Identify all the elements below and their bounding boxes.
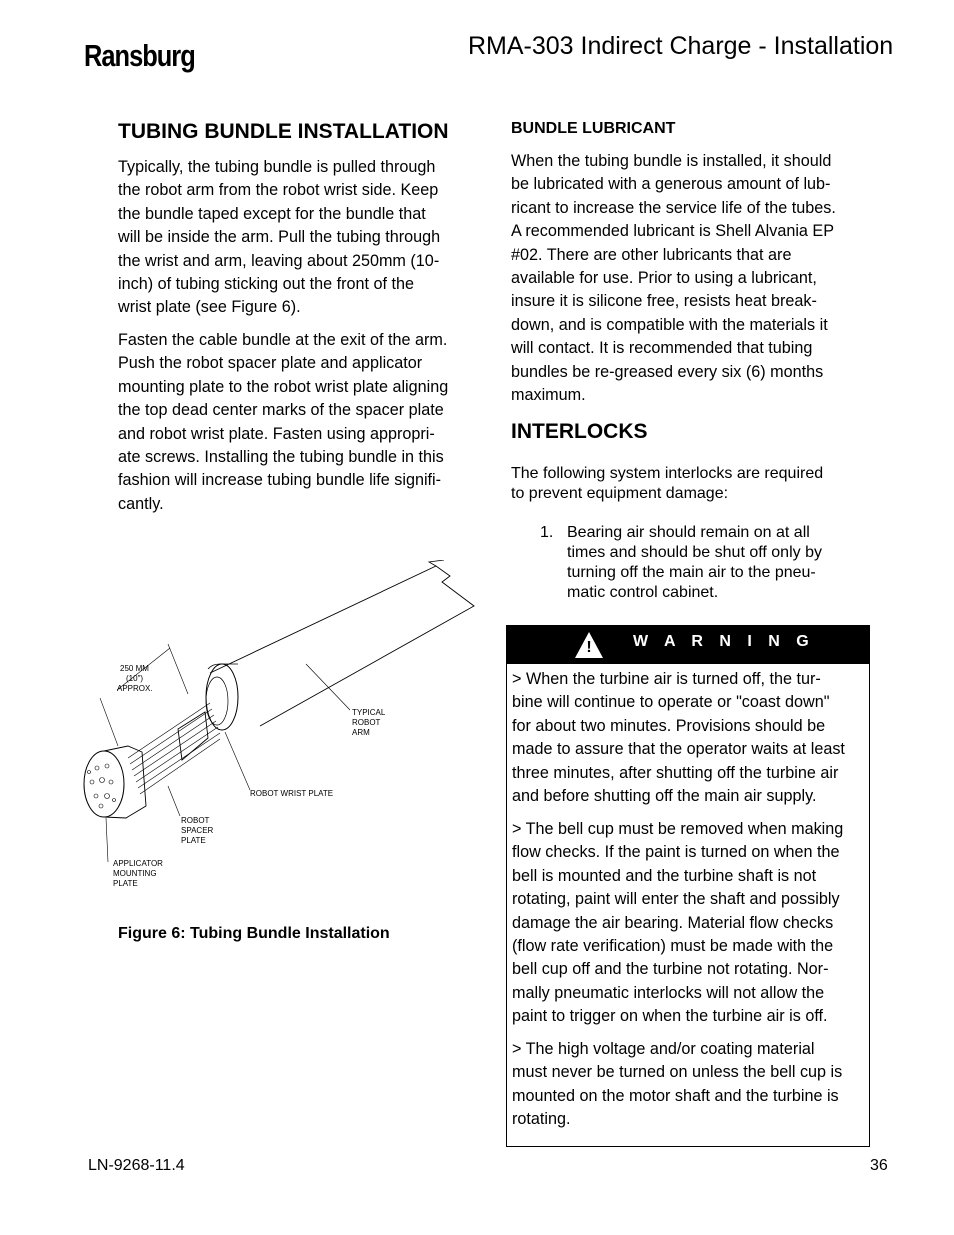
text-line: will be inside the arm. Pull the tubing through xyxy=(118,228,441,247)
label-spacer-2: SPACER xyxy=(181,826,214,835)
dim-line-left xyxy=(100,698,118,746)
text-line: fashion will increase tubing bundle life signifi- xyxy=(118,471,442,490)
label-wrist: ROBOT WRIST PLATE xyxy=(250,789,334,798)
text-line: bell is mounted and the turbine shaft is not xyxy=(512,866,817,885)
label-spacer-3: PLATE xyxy=(181,836,206,845)
text-line: mounted on the motor shaft and the turbine is xyxy=(512,1086,839,1105)
label-dim-2: (10") xyxy=(126,674,144,683)
text-line: Typically, the tubing bundle is pulled through xyxy=(118,158,436,176)
text-line: the wrist and arm, leaving about 250mm (10- xyxy=(118,251,440,270)
warning-header-bar xyxy=(507,626,869,664)
text-line: ate screws. Installing the tubing bundle in this xyxy=(118,448,444,467)
text-line: rotating. xyxy=(512,1110,571,1129)
text-line: rotating, paint will enter the shaft and possibly xyxy=(512,890,840,909)
text-line: made to assure that the operator waits at least xyxy=(512,740,845,759)
text-line: and before shutting off the main air supply. xyxy=(512,787,817,806)
text-line: Fasten the cable bundle at the exit of the arm. xyxy=(118,331,448,349)
text-line: the top dead center marks of the spacer plate xyxy=(118,401,444,420)
label-dim-1: 250 MM xyxy=(120,664,149,673)
exclamation-icon: ! xyxy=(586,639,592,656)
text-line: Push the robot spacer plate and applicator xyxy=(118,354,423,373)
warning-para-1 xyxy=(512,668,868,808)
text-line: insure it is silicone free, resists heat break- xyxy=(511,292,817,311)
logo: Ransburg xyxy=(84,38,195,73)
text-line: bell cup off and the turbine not rotating. Nor- xyxy=(512,960,829,979)
text-line: A recommended lubricant is Shell Alvania EP xyxy=(511,222,835,241)
header-title: RMA-303 Indirect Charge - Installation xyxy=(468,32,894,60)
lubricant-para xyxy=(511,150,871,407)
text-line: wrist plate (see Figure 6). xyxy=(118,298,301,317)
label-mount-3: PLATE xyxy=(113,879,138,888)
text-line: be lubricated with a generous amount of lub- xyxy=(511,175,831,194)
dim-line-right xyxy=(168,644,188,694)
text-line: the bundle taped except for the bundle that xyxy=(118,204,426,223)
list-item xyxy=(540,523,860,603)
text-line: > When the turbine air is turned off, the tur- xyxy=(512,670,821,688)
text-line: damage the air bearing. Material flow checks xyxy=(512,913,834,932)
label-arm-1: TYPICAL xyxy=(352,708,386,717)
text-line: Bearing air should remain on at all xyxy=(567,524,810,541)
text-line: > The bell cup must be removed when making xyxy=(512,820,844,838)
list-item-text xyxy=(567,523,822,603)
tubing-para-2 xyxy=(118,329,478,516)
applicator-mounting-plate xyxy=(84,751,124,817)
warning-box xyxy=(506,625,870,1147)
warning-label: W A R N I N G xyxy=(633,633,815,650)
text-line: mally pneumatic interlocks will not allow the xyxy=(512,983,825,1002)
bundle-lubricant-heading: BUNDLE LUBRICANT xyxy=(511,120,676,137)
text-line: When the tubing bundle is installed, it should xyxy=(511,152,832,170)
interlocks-intro xyxy=(511,464,871,504)
text-line: the robot arm from the robot wrist side. Keep xyxy=(118,181,439,200)
text-line: ricant to increase the service life of the tubes. xyxy=(511,198,836,217)
list-item-number: 1. xyxy=(540,524,554,541)
warning-para-2 xyxy=(512,818,868,1029)
text-line: flow checks. If the paint is turned on when the xyxy=(512,843,840,862)
warning-para-3 xyxy=(512,1038,868,1132)
text-line: to prevent equipment damage: xyxy=(511,485,729,502)
text-line: bundles be re-greased every six (6) months xyxy=(511,362,824,381)
text-line: available for use. Prior to using a lubricant, xyxy=(511,269,817,288)
text-line: The following system interlocks are required xyxy=(511,465,824,482)
text-line: times and should be shut off only by xyxy=(567,544,822,561)
text-line: must never be turned on unless the bell cup is xyxy=(512,1063,843,1082)
page-number: 36 xyxy=(870,1157,888,1174)
text-line: will contact. It is recommended that tubing xyxy=(511,339,813,358)
text-line: turning off the main air to the pneu- xyxy=(567,564,816,581)
text-line: mounting plate to the robot wrist plate aligning xyxy=(118,377,449,396)
robot-wrist-plate xyxy=(206,664,238,730)
tubing-para-1 xyxy=(118,156,478,320)
text-line: for about two minutes. Provisions should be xyxy=(512,716,826,735)
figure-caption: Figure 6: Tubing Bundle Installation xyxy=(118,925,390,942)
label-spacer-1: ROBOT xyxy=(181,816,210,825)
text-line: cantly. xyxy=(118,494,164,513)
text-line: and robot wrist plate. Fasten using appropri- xyxy=(118,424,435,443)
arm-break-line xyxy=(429,560,444,566)
tubing-lines xyxy=(128,703,220,794)
text-line: (flow rate verification) must be made with the xyxy=(512,937,834,956)
label-mount-2: MOUNTING xyxy=(113,869,157,878)
text-line: paint to trigger on when the turbine air is off. xyxy=(512,1007,828,1026)
text-line: matic control cabinet. xyxy=(567,584,719,601)
text-line: down, and is compatible with the materials it xyxy=(511,315,828,334)
label-arm-2: ROBOT xyxy=(352,718,381,727)
text-line: > The high voltage and/or coating material xyxy=(512,1040,815,1058)
text-line: inch) of tubing sticking out the front of the xyxy=(118,275,415,294)
label-arm-3: ARM xyxy=(352,728,370,737)
text-line: #02. There are other lubricants that are xyxy=(511,245,792,264)
interlocks-heading: INTERLOCKS xyxy=(511,420,648,443)
label-mount-1: APPLICATOR xyxy=(113,859,163,868)
tubing-bundle-heading: TUBING BUNDLE INSTALLATION xyxy=(118,120,449,143)
text-line: three minutes, after shutting off the turbine air xyxy=(512,763,839,782)
tubing-bundle-figure xyxy=(70,560,490,890)
text-line: maximum. xyxy=(511,386,586,405)
label-dim-3: APPROX. xyxy=(117,684,153,693)
text-line: bine will continue to operate or "coast down" xyxy=(512,693,830,712)
doc-number: LN-9268-11.4 xyxy=(88,1157,185,1174)
